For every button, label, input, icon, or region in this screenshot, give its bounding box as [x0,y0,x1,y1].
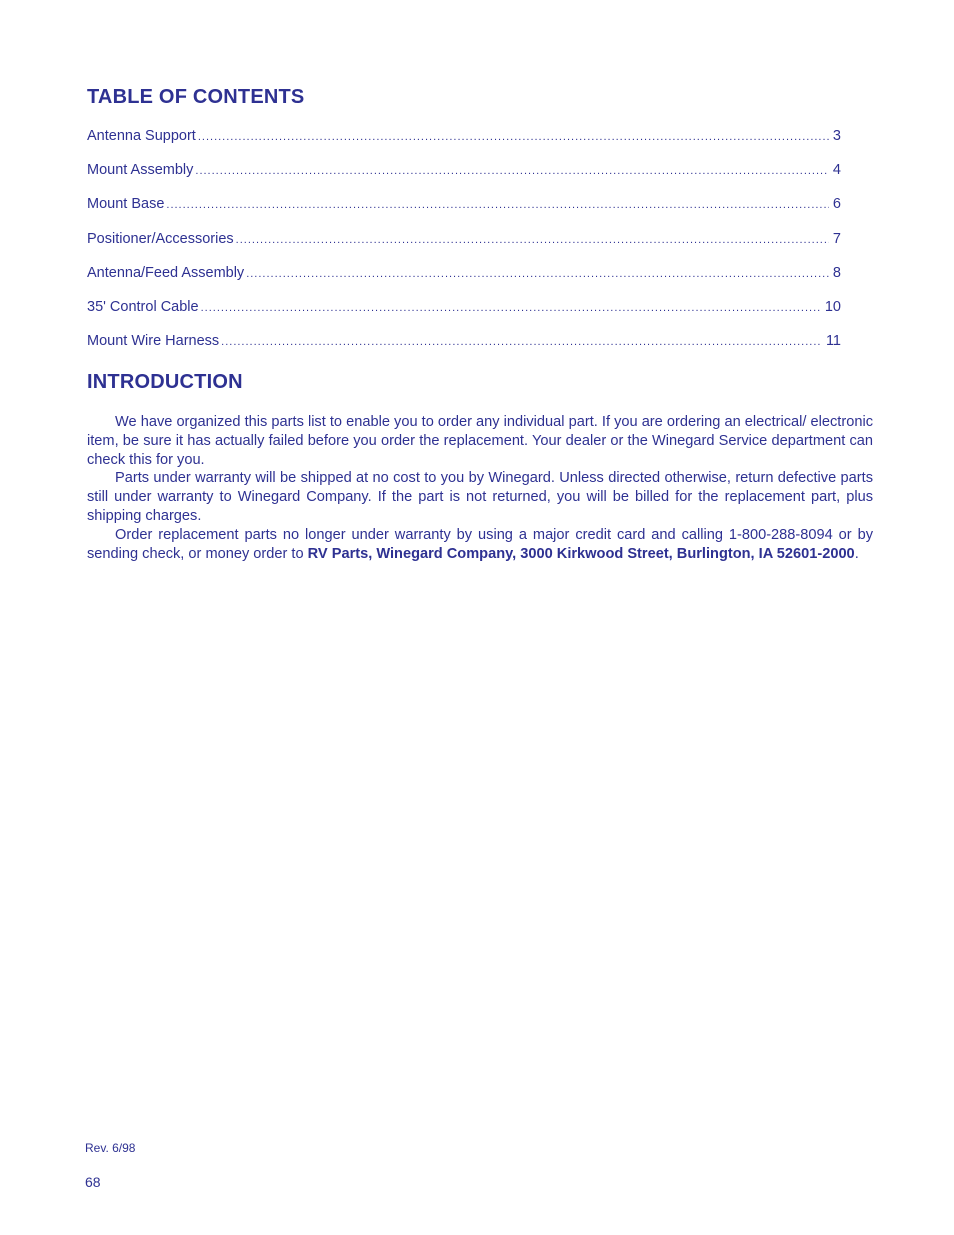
toc-entry-mount-assembly[interactable] [87,162,841,196]
toc-entry-title: Mount Wire Harness [87,333,220,350]
revision-note: Rev. 6/98 [85,1141,136,1155]
toc-entry-positioner-accessories[interactable] [87,231,841,265]
toc-entry-title: Positioner/Accessories [87,230,234,247]
toc-entry-page: 6 [832,196,841,213]
toc-leader-dots [236,234,829,246]
document-page [87,0,873,1235]
toc-leader-dots [166,199,829,211]
toc-entry-title: Antenna Support [87,128,196,144]
toc-entry-title: Antenna/Feed Assembly [87,264,245,281]
intro-paragraph-3-end: . [854,545,859,562]
toc-heading: TABLE OF CONTENTS [87,86,305,108]
toc-entry-title: Mount Base [87,196,165,213]
introduction-body [87,413,873,563]
toc-entry-page: 10 [824,298,841,315]
toc-entry-title: 35' Control Cable [87,298,199,315]
toc-entry-page: 8 [832,264,841,281]
toc-leader-dots [198,131,829,143]
toc-entry-antenna-support[interactable] [87,128,841,162]
toc-entry-control-cable[interactable] [87,299,841,333]
intro-paragraph-2: Parts under warranty will be shipped at no cost to you by Winegard. Unless directed otherwise, return defective parts still under warranty to Winegard Company. If the part is not returned, you will be billed for the replacement part, plus shipping charges. [87,470,873,524]
toc-entry-title: Mount Assembly [87,162,194,179]
toc-leader-dots [221,336,822,348]
toc-entry-antenna-feed-assembly[interactable] [87,265,841,299]
toc-entry-page: 3 [832,128,841,144]
intro-paragraph-1: We have organized this parts list to enable you to order any individual part. If you are ordering an electrical/ electronic item, be sure it has actually failed before you order the replacement. Your dealer or the Winegard Service department can check this for you. [87,414,873,468]
toc-entry-mount-wire-harness[interactable] [87,333,841,367]
toc-leader-dots [246,268,829,280]
page-number: 68 [85,1174,101,1190]
toc-entry-mount-base[interactable] [87,196,841,230]
toc-entry-page: 11 [825,333,841,350]
table-of-contents [87,128,841,367]
introduction-heading: INTRODUCTION [87,371,243,393]
parts-address: RV Parts, Winegard Company, 3000 Kirkwood Street, Burlington, IA 52601-2000 [307,545,855,562]
toc-leader-dots [195,165,829,177]
toc-leader-dots [201,302,821,314]
intro-paragraph-3 [87,526,873,564]
intro-paragraph-3-text: Order replacement parts no longer under warranty by using a major credit card and calling 1-800-288-8094 or by sending check, or money order to [87,526,873,562]
toc-entry-page: 7 [832,230,841,247]
toc-entry-page: 4 [832,162,841,179]
